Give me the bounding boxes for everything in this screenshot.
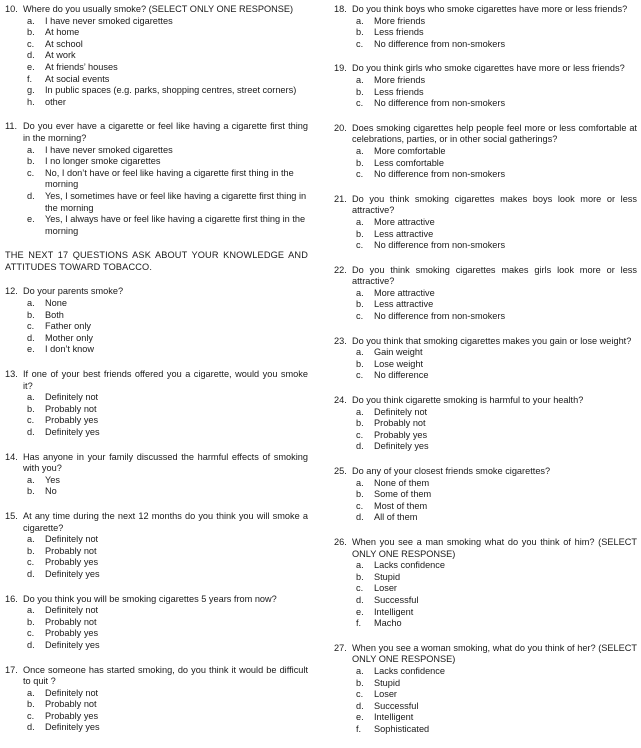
answer-option [334,370,637,382]
answer-option [5,605,308,617]
answer-option [5,392,308,404]
option-letter: a. [356,665,364,676]
answer-option [5,39,308,51]
option-text: I have never smoked cigarettes [45,144,173,155]
question-header [334,336,637,348]
option-text: I don’t know [45,344,95,355]
answer-option [5,156,308,168]
answer-option [5,214,308,237]
question-header [334,395,637,407]
option-text: Stupid [374,677,401,688]
answer-option [334,240,637,252]
option-text: Probably yes [374,429,428,440]
option-letter: b. [356,358,364,369]
option-text: At work [45,50,76,61]
option-letter: b. [27,309,35,320]
question-block [5,452,308,498]
question-block [334,265,637,323]
option-text: Intelligent [374,606,414,617]
option-text: Loser [374,689,397,700]
question-text: Where do you usually smoke? (SELECT ONLY ONE RESPONSE) [23,4,294,14]
option-letter: e. [27,61,35,72]
question-block [5,665,308,735]
answer-option [334,75,637,87]
question-number: 25. [334,466,347,476]
option-letter: c. [27,321,35,332]
option-text: More comfortable [374,145,446,156]
questionnaire-right-column [334,4,637,748]
question-text: Do you think girls who smoke cigarettes have more or less friends? [352,63,625,74]
option-text: Intelligent [374,712,414,723]
answer-option [5,27,308,39]
question-text: Do you think you will be smoking cigarettes 5 years from now? [23,593,277,604]
option-letter: b. [356,86,364,97]
option-letter: a. [356,287,364,298]
option-letter: c. [356,38,364,49]
answer-option [334,98,637,110]
option-text: Definitely not [45,605,99,616]
answer-option [334,512,637,524]
question-block [334,4,637,50]
option-letter: e. [27,214,35,225]
question-header [5,121,308,144]
answer-option [334,724,637,736]
answer-option [5,427,308,439]
answer-option [334,359,637,371]
answer-option [334,583,637,595]
answer-option [5,486,308,498]
option-letter: d. [356,441,364,452]
answer-option [5,569,308,581]
option-text: Definitely not [45,534,99,545]
question-number: 27. [334,642,347,653]
question-number: 10. [5,4,18,14]
option-letter: d. [27,332,35,343]
questionnaire-left-column [5,4,308,747]
option-text: None [45,298,67,309]
option-text: Mother only [45,332,94,343]
option-text: At home [45,27,80,38]
answer-option [334,146,637,158]
option-text: Definitely not [45,687,99,698]
question-text: Do your parents smoke? [23,286,124,297]
option-text: Probably not [374,418,426,429]
answer-option [334,618,637,630]
option-text: I no longer smoke cigarettes [45,156,161,167]
option-text: Probably yes [45,628,99,639]
option-letter: d. [356,594,364,605]
question-block [5,286,308,356]
section-instruction: THE NEXT 17 QUESTIONS ASK ABOUT YOUR KNOWLEDGE AND ATTITUDES TOWARD TOBACCO. [5,250,308,272]
question-header [5,286,308,298]
question-number: 17. [5,664,18,675]
option-letter: b. [356,228,364,239]
question-number: 26. [334,536,347,547]
question-header [334,63,637,75]
question-text: When you see a man smoking what do you think of him? (SELECT ONLY ONE RESPONSE) [352,536,637,559]
option-text: Definitely yes [45,722,100,733]
option-letter: a. [356,560,364,571]
option-letter: f. [356,618,362,629]
answer-option [5,16,308,28]
option-letter: d. [27,722,35,733]
option-letter: e. [356,712,364,723]
option-text: In public spaces (e.g. parks, shopping centres, street corners) [45,85,297,96]
question-text: Do you think that smoking cigarettes makes you gain or lose weight? [352,335,632,346]
option-text: At school [45,38,83,49]
option-letter: a. [27,605,35,616]
option-text: No difference from non-smokers [374,169,506,180]
option-text: Lacks confidence [374,560,445,571]
option-text: Successful [374,594,419,605]
option-letter: a. [356,477,364,488]
question-text: Has anyone in your family discussed the harmful effects of smoking with you? [23,451,308,474]
option-text: No difference from non-smokers [374,311,506,322]
option-text: Definitely yes [45,427,100,437]
answer-option [5,74,308,86]
question-header [5,665,308,688]
answer-option [334,217,637,229]
option-text: Lose weight [374,358,424,369]
question-header [334,466,637,478]
option-letter: c. [356,370,364,381]
option-text: I have never smoked cigarettes [45,15,173,26]
question-text: Do you think boys who smoke cigarettes have more or less friends? [352,4,628,14]
option-letter: a. [27,534,35,545]
option-text: Probably not [45,545,97,556]
question-block [5,511,308,581]
question-number: 20. [334,122,347,133]
option-text: No difference [374,370,429,381]
option-text: Probably yes [45,710,99,721]
question-block [334,466,637,524]
question-header [5,452,308,475]
option-text: Less friends [374,27,424,38]
option-text: More friends [374,74,426,85]
answer-option [334,666,637,678]
question-text: Do you think smoking cigarettes makes boys look more or less attractive? [352,193,637,216]
answer-option [5,534,308,546]
option-letter: b. [356,27,364,38]
question-block [5,4,308,108]
question-text: Do you ever have a cigarette or feel like having a cigarette first thing in the morning? [23,121,308,143]
option-letter: c. [356,98,364,109]
answer-option [5,688,308,700]
question-block [5,121,308,237]
question-text: When you see a woman smoking, what do you think of her? (SELECT ONLY ONE RESPONSE) [352,642,637,665]
answer-option [5,191,308,214]
option-letter: f. [27,73,33,84]
answer-option [5,628,308,640]
option-letter: b. [27,27,35,38]
answer-option [334,489,637,501]
option-letter: c. [356,429,364,440]
question-text: Do you think smoking cigarettes makes girls look more or less attractive? [352,264,637,287]
option-text: Successful [374,700,419,711]
option-text: More attractive [374,216,435,227]
answer-option [334,407,637,419]
answer-option [5,145,308,157]
answer-option [5,310,308,322]
option-text: Definitely yes [45,639,100,650]
option-letter: a. [27,687,35,698]
answer-option [334,299,637,311]
option-text: No, I don’t have or feel like having a cigarette first thing in the morning [45,167,294,190]
question-number: 23. [334,335,347,346]
option-text: Probably yes [45,557,99,568]
question-block [5,369,308,439]
option-letter: a. [27,392,35,403]
option-text: Yes [45,474,60,485]
option-text: Sophisticated [374,723,430,734]
question-block [5,594,308,652]
option-text: Gain weight [374,347,423,358]
answer-option [5,640,308,652]
answer-option [334,87,637,99]
answer-option [5,617,308,629]
option-text: No difference from non-smokers [374,240,506,251]
option-letter: c. [27,38,35,49]
question-text: At any time during the next 12 months do you think you will smoke a cigarette? [23,510,308,533]
question-block [334,537,637,630]
option-letter: b. [27,403,35,414]
option-letter: c. [27,628,35,639]
option-letter: c. [27,710,35,721]
option-letter: a. [356,74,364,85]
option-text: Yes, I sometimes have or feel like having a cigarette first thing in the morning [45,190,307,213]
question-number: 13. [5,369,18,380]
question-text: Do you think cigarette smoking is harmful to your health? [352,395,584,406]
option-text: Probably not [45,699,97,710]
answer-option [334,311,637,323]
answer-option [334,16,637,28]
answer-option [334,478,637,490]
option-letter: a. [356,145,364,156]
question-header [334,265,637,288]
answer-option [5,97,308,109]
question-header [334,537,637,560]
answer-option [334,572,637,584]
option-letter: a. [27,15,35,26]
question-header [334,643,637,666]
answer-option [334,39,637,51]
question-number: 22. [334,264,347,275]
answer-option [334,501,637,513]
option-text: All of them [374,512,418,523]
option-letter: b. [356,157,364,168]
answer-option [334,430,637,442]
question-number: 15. [5,510,18,521]
option-text: Some of them [374,489,432,500]
option-text: No difference from non-smokers [374,98,506,109]
question-header [5,369,308,392]
question-text: Do any of your closest friends smoke cigarettes? [352,466,551,476]
option-text: Macho [374,618,402,629]
answer-option [5,404,308,416]
answer-option [334,158,637,170]
option-letter: b. [27,156,35,167]
option-letter: e. [356,606,364,617]
option-letter: d. [356,512,364,523]
question-header [5,594,308,606]
answer-option [334,418,637,430]
answer-option [5,475,308,487]
option-text: Lacks confidence [374,665,445,676]
option-text: Less attractive [374,228,434,239]
option-letter: b. [356,571,364,582]
option-letter: c. [356,311,364,322]
answer-option [334,701,637,713]
option-text: At social events [45,73,110,84]
question-block [334,194,637,252]
option-text: Probably not [45,616,97,627]
answer-option [334,607,637,619]
option-text: Definitely yes [374,441,429,452]
option-letter: a. [356,216,364,227]
option-letter: d. [27,427,35,437]
question-header [334,4,637,16]
answer-option [334,712,637,724]
option-letter: a. [356,15,364,26]
question-number: 19. [334,63,347,74]
answer-option [5,546,308,558]
option-letter: c. [356,689,364,700]
question-block [334,63,637,109]
option-letter: a. [27,144,35,155]
option-letter: d. [27,639,35,650]
question-text: Does smoking cigarettes help people feel more or less comfortable at celebrations, parties, or in other social gatherings? [352,122,637,145]
option-letter: b. [27,486,35,497]
option-letter: b. [27,545,35,556]
option-letter: f. [356,723,362,734]
question-block [334,395,637,453]
option-letter: a. [356,347,364,358]
option-text: None of them [374,477,430,488]
option-text: Most of them [374,500,428,511]
option-letter: b. [356,489,364,500]
option-letter: c. [356,583,364,594]
answer-option [334,689,637,701]
question-text: If one of your best friends offered you a cigarette, would you smoke it? [23,369,308,391]
option-letter: b. [356,418,364,429]
answer-option [334,229,637,241]
option-letter: c. [27,415,35,426]
answer-option [334,347,637,359]
option-letter: c. [356,240,364,251]
answer-option [5,62,308,74]
answer-option [334,560,637,572]
question-number: 24. [334,395,347,406]
question-number: 14. [5,451,18,462]
option-text: Probably yes [45,415,99,426]
answer-option [334,441,637,453]
answer-option [334,169,637,181]
option-text: other [45,96,66,107]
option-text: No [45,486,57,497]
answer-option [5,85,308,97]
answer-option [5,699,308,711]
option-text: Yes, I always have or feel like having a cigarette first thing in the morning [45,214,306,236]
question-block [334,336,637,382]
answer-option [5,722,308,734]
answer-option [5,50,308,62]
answer-option [5,344,308,356]
question-number: 12. [5,286,18,297]
option-letter: b. [356,677,364,688]
option-text: More attractive [374,287,435,298]
question-number: 21. [334,193,347,204]
answer-option [5,168,308,191]
question-header [5,4,308,16]
option-letter: d. [27,190,35,201]
option-letter: e. [27,344,35,355]
option-letter: a. [27,474,35,485]
option-letter: b. [27,699,35,710]
option-text: No difference from non-smokers [374,38,506,49]
option-text: Definitely yes [45,568,100,579]
answer-option [334,27,637,39]
option-text: Loser [374,583,397,594]
option-text: Both [45,309,64,320]
option-letter: b. [356,299,364,310]
question-text: Once someone has started smoking, do you think it would be difficult to quit ? [23,664,308,687]
option-letter: h. [27,96,35,107]
option-text: Father only [45,321,91,332]
option-letter: d. [356,700,364,711]
option-letter: c. [27,167,35,178]
answer-option [5,321,308,333]
option-letter: a. [27,298,35,309]
option-text: More friends [374,15,426,26]
question-header [5,511,308,534]
answer-option [5,333,308,345]
option-letter: g. [27,85,35,96]
option-letter: c. [356,500,364,511]
option-text: Less friends [374,86,424,97]
answer-option [5,415,308,427]
option-letter: d. [27,568,35,579]
option-text: Less comfortable [374,157,444,168]
option-letter: d. [27,50,35,61]
answer-option [334,595,637,607]
question-block [334,643,637,736]
option-text: Less attractive [374,299,434,310]
option-letter: b. [27,616,35,627]
answer-option [334,288,637,300]
answer-option [5,557,308,569]
option-text: Probably not [45,403,97,414]
question-number: 11. [5,121,18,132]
question-number: 16. [5,593,18,604]
question-header [334,123,637,146]
question-block [334,123,637,181]
question-header [334,194,637,217]
option-letter: c. [27,557,35,568]
answer-option [5,711,308,723]
option-text: Stupid [374,571,401,582]
answer-option [5,298,308,310]
question-number: 18. [334,4,347,14]
answer-option [334,678,637,690]
option-text: Definitely not [374,406,428,417]
option-letter: c. [356,169,364,180]
option-text: At friends’ houses [45,61,118,72]
option-text: Definitely not [45,392,99,403]
option-letter: a. [356,406,364,417]
